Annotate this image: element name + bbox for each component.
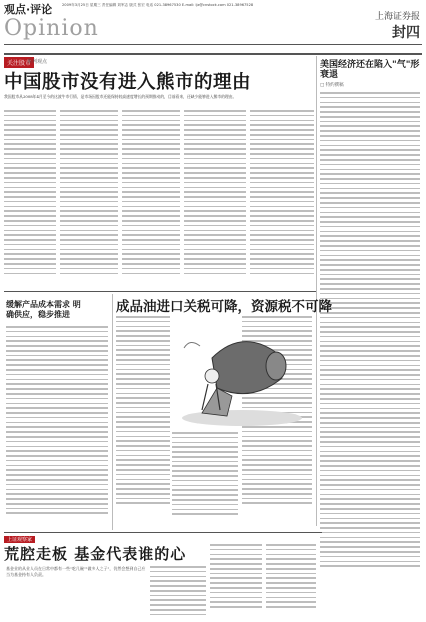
side-headline: 美国经济还在陷入"气"形衰退	[320, 60, 420, 80]
lead-headline: 中国股市没有进入熊市的理由	[4, 72, 252, 93]
side-body	[320, 92, 420, 592]
page-meta: 2009年3月25日 星期三 责任编辑 刘军志 版式 张宏 电话 021-38967530 E-mail: ljz@cnstock.com 021-38967528	[62, 3, 254, 7]
middle-headline: 成品油进口关税可降，资源税不可降	[116, 299, 332, 315]
masthead	[0, 0, 426, 44]
header-rule-thick	[4, 53, 422, 55]
lead-body-col-2	[60, 110, 118, 290]
lead-body-col-5	[250, 110, 314, 290]
side-author: □ 特约撰稿	[320, 83, 344, 88]
lower-body-col-2	[210, 544, 262, 620]
lead-body-col-3	[122, 110, 180, 290]
lower-deck: 基金业的从业人员在日常中都有一些"吃几碗""做多人之子"，仍然会想到自己应当为基金持有人负责。	[6, 566, 146, 577]
section-title-en: Opinion	[4, 16, 99, 41]
lead-body-col-1	[4, 110, 56, 290]
section-title: 观点·评论	[4, 3, 53, 16]
middle-rule	[4, 291, 316, 292]
lower-body-col-3	[266, 544, 316, 620]
lead-tag-sub: 系列观点	[27, 59, 48, 65]
middle-body-col-1	[116, 316, 170, 528]
middle-left-body	[6, 326, 108, 526]
oil-barrel-cartoon	[172, 318, 302, 428]
lead-body-col-4	[184, 110, 246, 290]
middle-left-headline: 缓解产品成本需求 明确供应，稳步推进	[6, 300, 81, 319]
lower-body-col-1	[150, 566, 206, 620]
middle-divider	[112, 294, 113, 530]
side-divider	[316, 56, 317, 526]
newspaper-name: 上海证券报	[374, 12, 420, 22]
lower-rule	[4, 532, 322, 533]
middle-body-col-2	[172, 432, 238, 528]
header-rule	[4, 44, 422, 45]
page-label: 封四	[392, 25, 420, 41]
lower-tag: 上证观察家	[4, 536, 35, 543]
lead-deck: 我国股市从2008年4月至今的这波牛市行情，是市场因股市还能保持较高速度增长的预期推动的，目前看来，还缺少能够进入熊市的理由。	[4, 94, 237, 99]
lower-headline: 荒腔走板 基金代表谁的心	[4, 545, 187, 563]
lead-tag: 关注股市	[4, 57, 34, 68]
